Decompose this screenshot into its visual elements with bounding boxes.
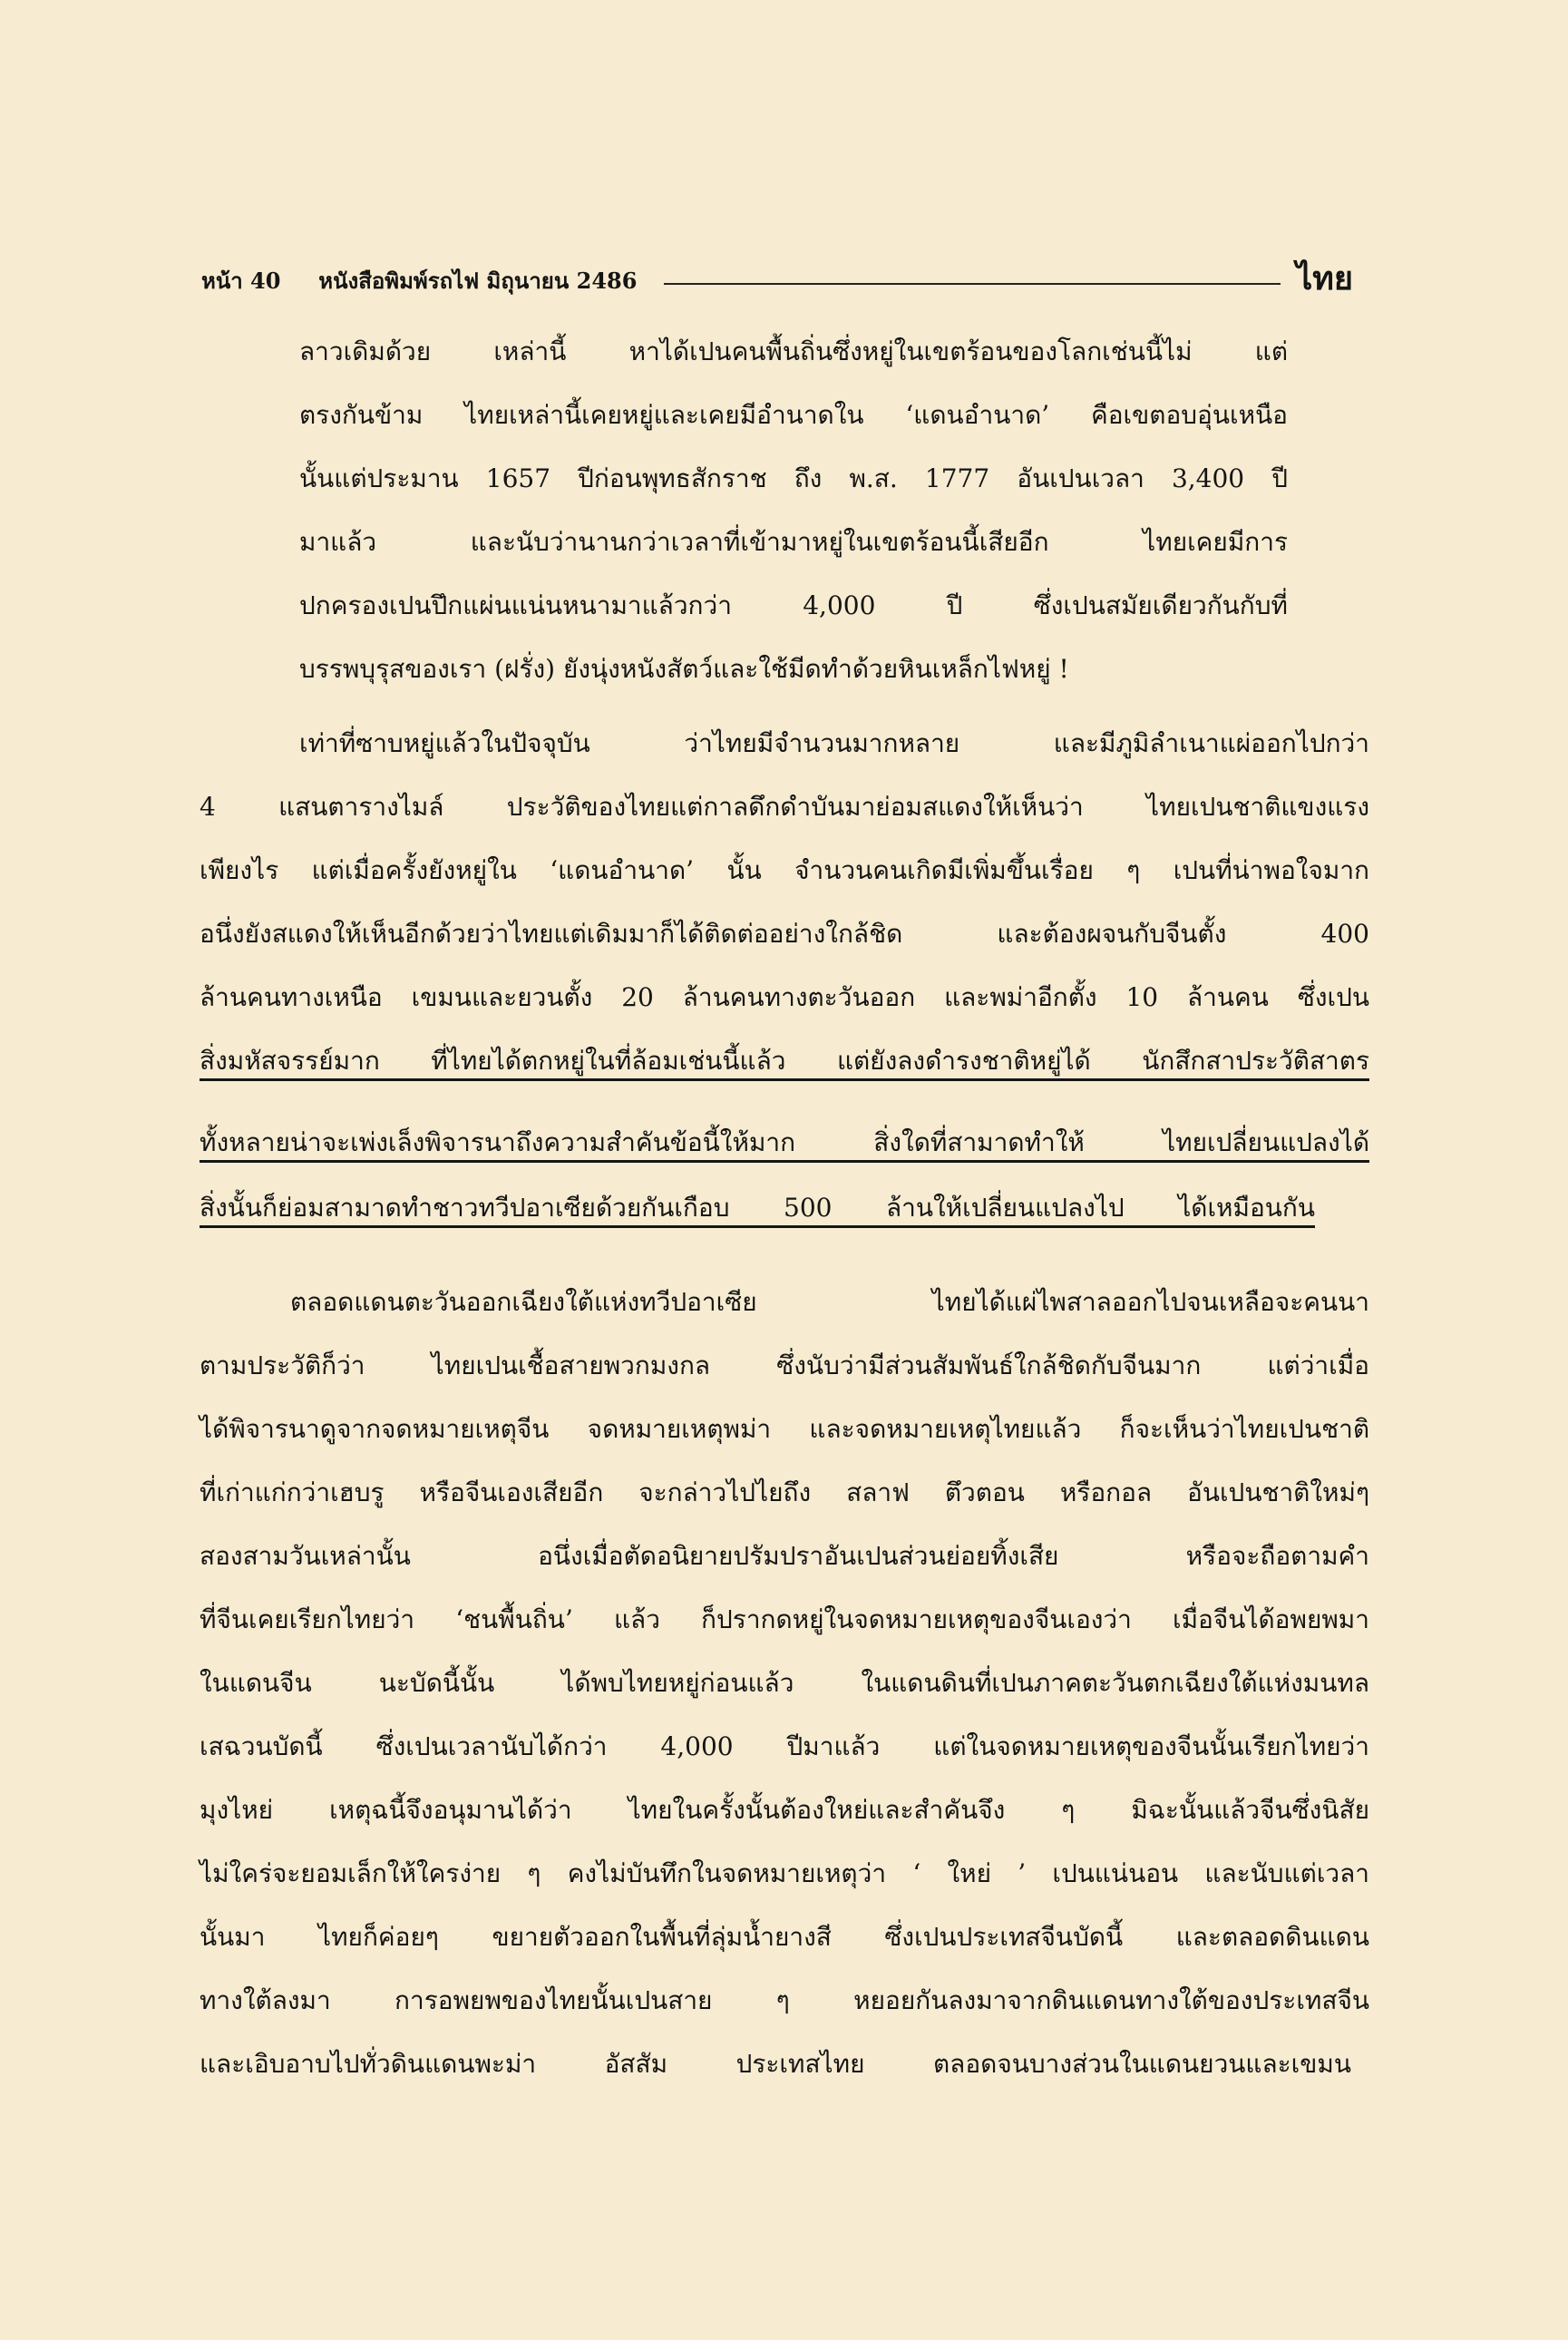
- text-line: เท่าที่ซาบหยู่แล้วในปัจจุบัน ว่าไทยมีจำนวนมากหลาย และมีภูมิลำเนาแผ่ออกไปกว่า: [299, 728, 1369, 758]
- text-line: ที่เก่าแก่กว่าเฮบรู หรือจีนเองเสียอีก จะกล่าวไปไยถึง สลาฟ ตึวตอน หรือกอล อันเปนชาติใหม่ๆ: [200, 1477, 1369, 1507]
- text-line: ตามประวัติก็ว่า ไทยเปนเชื้อสายพวกมงกล ซึ่งนับว่ามีส่วนสัมพันธ์ใกล้ชิดกับจีนมาก แต่ว่าเมื่อ: [200, 1350, 1369, 1380]
- text-line: ตลอดแดนตะวันออกเฉียงใต้แห่งทวีปอาเซีย ไทยได้แผ่ไพสาลออกไปจนเหลือจะคนนา: [290, 1287, 1369, 1317]
- page-header: [201, 252, 1353, 307]
- text-line: ในแดนจีน นะบัดนี้นั้น ได้พบไทยหยู่ก่อนแล้ว ในแดนดินที่เปนภาคตะวันตกเฉียงใต้แห่งมนทล: [200, 1668, 1369, 1698]
- text-line-underlined: ทั้งหลายน่าจะเพ่งเล็งพิจารนาถึงความสำคันข้อนี้ให้มาก สิ่งใดที่สามาดทำให้ ไทยเปลี่ยนแปลงได้: [200, 1127, 1369, 1157]
- text-line: ลาวเดิมด้วย เหล่านี้ หาได้เปนคนพื้นถิ่นซึ่งหยู่ในเขตร้อนของโลกเช่นนี้ไม่ แต่: [299, 336, 1288, 366]
- text-line: นั้นมา ไทยก็ค่อยๆ ขยายตัวออกในพื้นที่ลุ่มน้ำยางสี ซึ่งเปนประเทสจีนบัดนี้ และตลอดดินแดน: [200, 1922, 1369, 1952]
- text-line: และเอิบอาบไปทั่วดินแดนพะม่า อัสสัม ประเทสไทย ตลอดจนบางส่วนในแดนยวนและเขมน: [200, 2049, 1351, 2079]
- text-line: ได้พิจารนาดูจากจดหมายเหตุจีน จดหมายเหตุพม่า และจดหมายเหตุไทยแล้ว ก็จะเห็นว่าไทยเปนชาติ: [200, 1414, 1369, 1444]
- text-line: มุงไหย่ เหตุฉนี้จึงอนุมานได้ว่า ไทยในครั้งนั้นต้องใหย่และสำคันจึง ๆ มิฉะนั้นแล้วจีนซึ่งนิสัย: [200, 1795, 1369, 1825]
- text-line: สองสามวันเหล่านั้น อนึ่งเมื่อตัดอนิยายปรัมปราอันเปนส่วนย่อยทิ้งเสีย หรือจะถือตามคำ: [200, 1541, 1369, 1571]
- text-line: ตรงกันข้าม ไทยเหล่านี้เคยหยู่และเคยมีอำนาดใน ‘แดนอำนาด’ คือเขตอบอุ่นเหนือ: [299, 400, 1288, 430]
- text-line: ล้านคนทางเหนือ เขมนและยวนตั้ง 20 ล้านคนทางตะวันออก และพม่าอีกตั้ง 10 ล้านคน ซึ่งเปน: [200, 982, 1369, 1012]
- section-title: ไทย: [1296, 259, 1353, 297]
- text-line-underlined: สิ่งมหัสจรรย์มาก ที่ไทยได้ตกหยู่ในที่ล้อมเช่นนี้แล้ว แต่ยังลงดำรงชาติหยู่ได้ นักสึกสาประวัติสาตร: [200, 1046, 1369, 1076]
- text-line: มาแล้ว และนับว่านานกว่าเวลาที่เข้ามาหยู่ในเขตร้อนนี้เสียอีก ไทยเคยมีการ: [299, 527, 1288, 557]
- text-line: ปกครองเปนปึกแผ่นแน่นหนามาแล้วกว่า 4,000 ปี ซึ่งเปนสมัยเดียวกันกับที่: [299, 590, 1288, 620]
- header-rule: [664, 283, 1281, 285]
- text-line: เสฉวนบัดนี้ ซึ่งเปนเวลานับได้กว่า 4,000 ปีมาแล้ว แต่ในจดหมายเหตุของจีนนั้นเรียกไทยว่า: [200, 1731, 1369, 1761]
- text-line: 4 แสนตารางไมล์ ประวัติของไทยแต่กาลดึกดำบันมาย่อมสแดงให้เห็นว่า ไทยเปนชาติแขงแรง: [200, 792, 1369, 822]
- page-number: หน้า 40: [201, 268, 281, 294]
- text-line: นั้นแต่ประมาน 1657 ปีก่อนพุทธสักราช ถึง พ.ส. 1777 อันเปนเวลา 3,400 ปี: [299, 463, 1288, 493]
- text-line: เพียงไร แต่เมื่อครั้งยังหยู่ใน ‘แดนอำนาด’ นั้น จำนวนคนเกิดมีเพิ่มขึ้นเรื่อย ๆ เปนที่น่าพอใจมาก: [200, 855, 1369, 885]
- text-line: ไม่ใคร่จะยอมเล็กให้ใครง่าย ๆ คงไม่บันทึกในจดหมายเหตุว่า ‘ ใหย่ ’ เปนแน่นอน และนับแต่เวลา: [200, 1858, 1369, 1888]
- page-number-and-publication: [201, 263, 637, 298]
- publication-title: หนังสือพิมพ์รถไฟ มิถุนายน 2486: [318, 268, 638, 294]
- text-line-underlined: สิ่งนั้นก็ย่อมสามาดทำชาวทวีปอาเซียด้วยกันเกือบ 500 ล้านให้เปลี่ยนแปลงไป ได้เหมือนกัน: [200, 1193, 1315, 1223]
- text-line: ที่จีนเคยเรียกไทยว่า ‘ชนพื้นถิ่น’ แล้ว ก็ปรากดหยู่ในจดหมายเหตุของจีนเองว่า เมื่อจีนได้อพยพมา: [200, 1604, 1369, 1634]
- text-line: ทางใต้ลงมา การอพยพของไทยนั้นเปนสาย ๆ หยอยกันลงมาจากดินแดนทางใต้ของประเทสจีน: [200, 1985, 1369, 2015]
- text-line: บรรพบุรุสของเรา (ฝรั่ง) ยังนุ่งหนังสัตว์และใช้มีดทำด้วยหินเหล็กไฟหยู่ !: [299, 654, 1069, 684]
- text-line: อนึ่งยังสแดงให้เห็นอีกด้วยว่าไทยแต่เดิมมาก็ได้ติดต่ออย่างใกล้ชิด และต้องผจนกับจีนตั้ง 400: [200, 919, 1369, 949]
